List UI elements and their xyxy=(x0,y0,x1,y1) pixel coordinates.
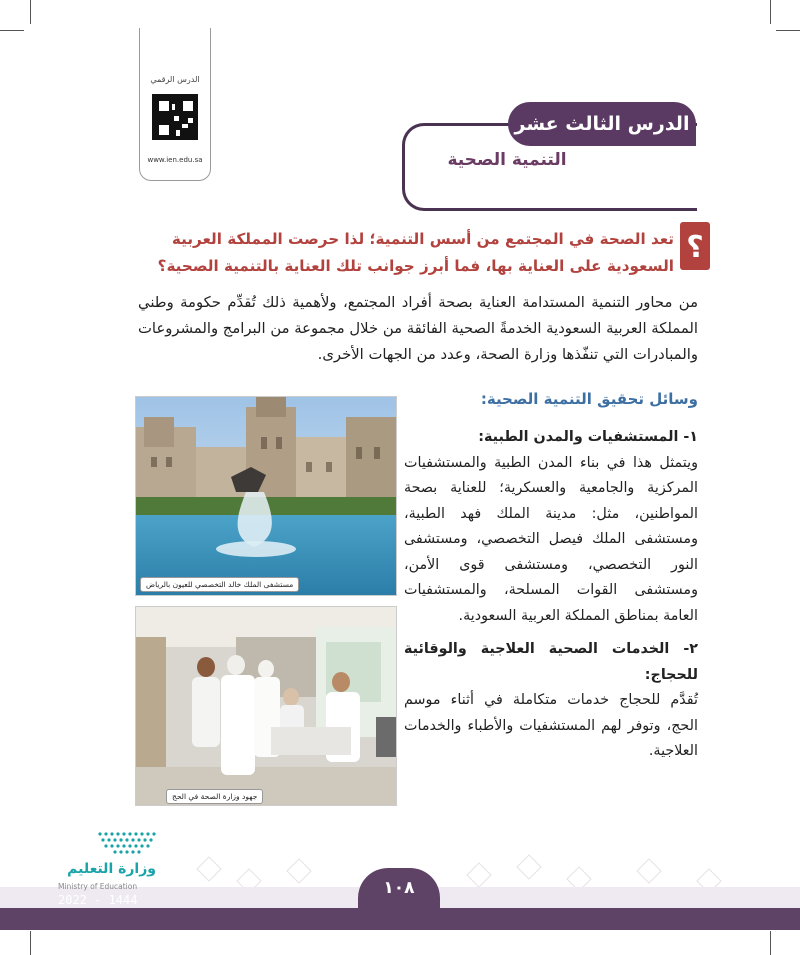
ministry-name-ar: وزارة التعليم xyxy=(67,861,156,877)
photo-caption: مستشفى الملك خالد التخصصي للعيون بالرياض xyxy=(140,577,299,592)
footer-band xyxy=(0,908,800,930)
decorative-diamond xyxy=(466,862,491,887)
decorative-diamond xyxy=(196,856,221,881)
crop-mark xyxy=(770,0,771,24)
crop-mark xyxy=(30,931,31,955)
means-list xyxy=(404,425,698,765)
intro-paragraph: من محاور التنمية المستدامة العناية بصحة أفراد المجتمع، ولأهمية ذلك تُقدِّم حكومة وطني المملكة العربية السعودية الخدمةً الصحية الفائقة من خلال مجموعة من البرامج والمشروعات والمبادرات التي تنفّذها وزارة الصحة، وعدد من الجهات الأخرى. xyxy=(138,294,698,363)
qr-code-icon[interactable] xyxy=(152,94,198,140)
decorative-diamond xyxy=(636,858,661,883)
crop-mark xyxy=(770,931,771,955)
crop-mark xyxy=(0,30,24,31)
edition-year: 2022 - 1444 xyxy=(58,893,138,907)
item-body: ويتمثل هذا في بناء المدن الطبية والمستشفيات المركزية والجامعية والعسكرية؛ للعناية بصحة المواطنين، مثل: مدينة الملك فهد الطبية، ومستشفى الملك فيصل التخصصي، ومستشفى النور التخصصي، ومستشفى قوى الأمن، ومستشفى القوات المسلحة، والمستشفيات العامة بمناطق المملكة العربية السعودية. xyxy=(404,454,698,624)
digital-lesson-tab[interactable] xyxy=(139,28,211,181)
intro-question: تعد الصحة في المجتمع من أسس التنمية؛ لذا حرصت المملكة العربية السعودية على العناية بها، فما أبرز جوانب تلك العناية بالتنمية الصحية؟ xyxy=(157,230,674,275)
page-number: ١٠٨ xyxy=(358,868,440,908)
photo-caption: جهود وزارة الصحة في الحج xyxy=(166,789,263,804)
crop-mark xyxy=(776,30,800,31)
crop-mark xyxy=(30,0,31,24)
item-heading: ٢- الخدمات الصحية العلاجية والوقائية للحجاج: xyxy=(404,641,698,683)
ministry-logo-icon xyxy=(96,828,158,858)
item-heading: ١- المستشفيات والمدن الطبية: xyxy=(478,429,698,445)
question-mark-icon xyxy=(680,222,710,270)
svg-text:؟: ؟ xyxy=(686,230,704,265)
digital-lesson-url: www.ien.edu.sa xyxy=(147,156,203,164)
item-body: تُقدَّم للحجاج خدمات متكاملة في أثناء موسم الحج، وتوفر لهم المستشفيات والأطباء والخدمات العلاجية. xyxy=(404,692,698,759)
decorative-diamond xyxy=(516,854,541,879)
digital-lesson-label: الدرس الرقمي xyxy=(150,75,200,84)
hajj-medical-photo xyxy=(135,606,397,806)
hospital-photo xyxy=(135,396,397,596)
ministry-name-en: Ministry of Education xyxy=(58,882,138,891)
lesson-title: التنمية الصحية xyxy=(447,150,567,170)
lesson-number-label: الدرس الثالث عشر xyxy=(508,102,696,146)
decorative-diamond xyxy=(286,858,311,883)
section-heading: وسائل تحقيق التنمية الصحية: xyxy=(480,390,698,408)
